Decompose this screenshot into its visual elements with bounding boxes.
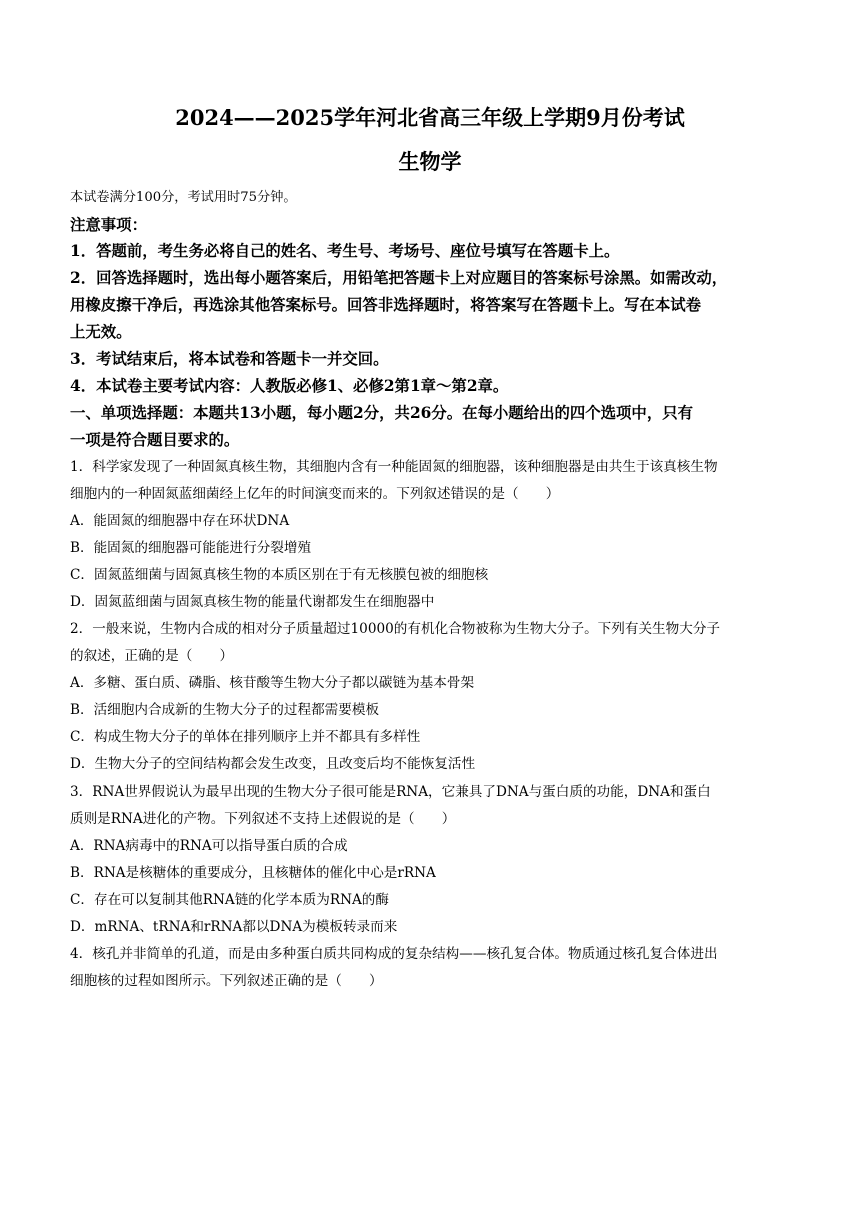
note-item-2-line-3: 上无效。: [70, 323, 132, 341]
exam-title: 2024——2025学年河北省高三年级上学期9月份考试: [175, 105, 685, 130]
question-3-option-b: B．RNA是核糖体的重要成分，且核糖体的催化中心是rRNA: [70, 865, 436, 881]
note-item-3: 3．考试结束后，将本试卷和答题卡一并交回。: [70, 350, 389, 368]
question-4-stem-line-1: 4．核孔并非简单的孔道，而是由多种蛋白质共同构成的复杂结构——核孔复合体。物质通过核孔复合体进出: [70, 946, 718, 962]
note-item-2-line-2: 用橡皮擦干净后，再选涂其他答案标号。回答非选择题时，将答案写在答题卡上。写在本试卷: [70, 296, 702, 314]
question-1-stem-line-1: 1．科学家发现了一种固氮真核生物，其细胞内含有一种能固氮的细胞器，该种细胞器是由共生于该真核生物: [70, 459, 718, 475]
question-1-stem-line-2: 细胞内的一种固氮蓝细菌经上亿年的时间演变而来的。下列叙述错误的是（ ）: [70, 486, 560, 502]
subject-title: 生物学: [398, 149, 462, 174]
question-1-option-b: B．能固氮的细胞器可能能进行分裂增殖: [70, 540, 312, 556]
question-1-option-d: D．固氮蓝细菌与固氮真核生物的能量代谢都发生在细胞器中: [70, 594, 435, 610]
note-item-2-line-1: 2．回答选择题时，选出每小题答案后，用铅笔把答题卡上对应题目的答案标号涂黑。如需改动，: [70, 269, 728, 287]
question-1-option-c: C．固氮蓝细菌与固氮真核生物的本质区别在于有无核膜包被的细胞核: [70, 567, 489, 583]
question-3-option-d: D．mRNA、tRNA和rRNA都以DNA为模板转录而来: [70, 919, 398, 935]
note-item-1: 1．答题前，考生务必将自己的姓名、考生号、考场号、座位号填写在答题卡上。: [70, 242, 620, 260]
note-item-4: 4．本试卷主要考试内容：人教版必修1、必修2第1章～第2章。: [70, 377, 509, 395]
question-2-stem-line-1: 2．一般来说，生物内合成的相对分子质量超过10000的有机化合物被称为生物大分子。下列有关生物大分子: [70, 621, 721, 637]
section-heading-line-2: 一项是符合题目要求的。: [70, 431, 240, 449]
question-2-option-b: B．活细胞内合成新的生物大分子的过程都需要模板: [70, 702, 380, 718]
question-3-option-c: C．存在可以复制其他RNA链的化学本质为RNA的酶: [70, 892, 389, 908]
notes-heading: 注意事项：: [70, 216, 147, 234]
section-heading-line-1: 一、单项选择题：本题共13小题，每小题2分，共26分。在每小题给出的四个选项中，只有: [70, 404, 693, 422]
exam-info: 本试卷满分100分，考试用时75分钟。: [70, 190, 297, 205]
question-2-option-d: D．生物大分子的空间结构都会发生改变，且改变后均不能恢复活性: [70, 756, 476, 772]
question-3-stem-line-2: 质则是RNA进化的产物。下列叙述不支持上述假说的是（ ）: [70, 811, 456, 827]
question-2-option-a: A．多糖、蛋白质、磷脂、核苷酸等生物大分子都以碳链为基本骨架: [70, 675, 475, 691]
question-2-stem-line-2: 的叙述，正确的是（ ）: [70, 648, 234, 664]
question-1-option-a: A．能固氮的细胞器中存在环状DNA: [70, 513, 290, 529]
question-3-stem-line-1: 3．RNA世界假说认为最早出现的生物大分子很可能是RNA，它兼具了DNA与蛋白质的功能，DNA和蛋白: [70, 784, 711, 800]
question-2-option-c: C．构成生物大分子的单体在排列顺序上并不都具有多样性: [70, 729, 421, 745]
question-3-option-a: A．RNA病毒中的RNA可以指导蛋白质的合成: [70, 838, 348, 854]
question-4-stem-line-2: 细胞核的过程如图所示。下列叙述正确的是（ ）: [70, 973, 383, 989]
